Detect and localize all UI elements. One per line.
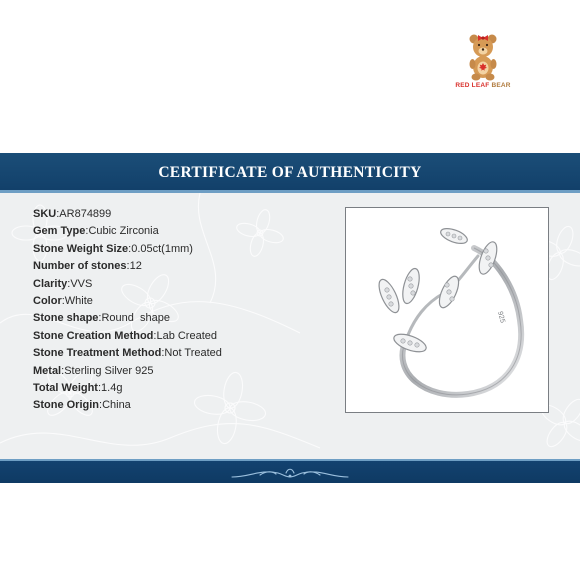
spec-label: Color bbox=[33, 294, 62, 307]
flourish-divider-icon bbox=[230, 465, 350, 481]
spec-separator: : bbox=[85, 225, 89, 238]
spec-value: White bbox=[64, 294, 93, 307]
teddy-bear-icon bbox=[466, 30, 500, 82]
spec-value: Lab Created bbox=[156, 329, 217, 342]
spec-row-sku bbox=[33, 206, 222, 223]
spec-separator: : bbox=[61, 364, 65, 377]
spec-separator: : bbox=[67, 277, 71, 290]
spec-separator: : bbox=[97, 381, 102, 394]
spec-row-stone-origin bbox=[33, 397, 222, 414]
spec-value: 12 bbox=[129, 260, 142, 273]
spec-row-metal bbox=[33, 363, 222, 380]
spec-value: 0.05ct(1mm) bbox=[131, 242, 193, 255]
logo-wordmark bbox=[448, 82, 518, 89]
brand-logo bbox=[448, 30, 518, 94]
hallmark-text: 925 bbox=[496, 310, 506, 324]
spec-separator: : bbox=[98, 312, 102, 325]
spec-label: Number of stones bbox=[33, 260, 127, 273]
spec-separator: : bbox=[61, 294, 65, 307]
spec-label: Clarity bbox=[33, 277, 68, 290]
spec-row-gem-type bbox=[33, 223, 222, 240]
spec-row-color bbox=[33, 293, 222, 310]
spec-separator: : bbox=[99, 399, 103, 412]
spec-value: Cubic Zirconia bbox=[88, 225, 159, 238]
spec-separator: : bbox=[128, 242, 132, 255]
spec-value: China bbox=[102, 399, 131, 412]
spec-label: Gem Type bbox=[33, 225, 86, 238]
leaf-ring-image bbox=[346, 208, 547, 411]
spec-row-clarity bbox=[33, 276, 222, 293]
spec-separator: : bbox=[126, 260, 130, 273]
spec-label: Total Weight bbox=[33, 381, 98, 394]
product-photo-frame bbox=[345, 207, 549, 413]
spec-row-treatment-method bbox=[33, 345, 222, 362]
spec-value: Not Treated bbox=[164, 347, 222, 360]
spec-value: Round shape bbox=[101, 312, 170, 325]
spec-value: Sterling Silver 925 bbox=[64, 364, 154, 377]
logo-text-red: RED LEAF bbox=[455, 82, 490, 89]
spec-label: Stone shape bbox=[33, 312, 99, 325]
spec-row-stone-shape bbox=[33, 310, 222, 327]
spec-row-total-weight bbox=[33, 380, 222, 397]
certificate-header bbox=[0, 153, 580, 193]
spec-separator: : bbox=[161, 347, 165, 360]
certificate-footer bbox=[0, 459, 580, 483]
spec-separator: : bbox=[153, 329, 157, 342]
spec-row-creation-method bbox=[33, 328, 222, 345]
spec-label: SKU bbox=[33, 208, 57, 220]
spec-list bbox=[33, 206, 222, 415]
spec-value: AR874899 bbox=[59, 208, 112, 220]
spec-label: Stone Creation Method bbox=[33, 329, 154, 342]
spec-value: 1.4g bbox=[101, 381, 123, 394]
logo-text-dark: BEAR bbox=[491, 82, 511, 89]
certificate-title: CERTIFICATE OF AUTHENTICITY bbox=[158, 164, 422, 181]
spec-label: Stone Treatment Method bbox=[33, 347, 162, 360]
spec-row-number-of-stones bbox=[33, 258, 222, 275]
spec-label: Stone Origin bbox=[33, 399, 99, 412]
spec-separator: : bbox=[56, 208, 60, 220]
spec-row-stone-weight bbox=[33, 241, 222, 258]
spec-label: Stone Weight Size bbox=[33, 242, 129, 255]
spec-label: Metal bbox=[33, 364, 62, 377]
spec-value: VVS bbox=[70, 277, 93, 290]
